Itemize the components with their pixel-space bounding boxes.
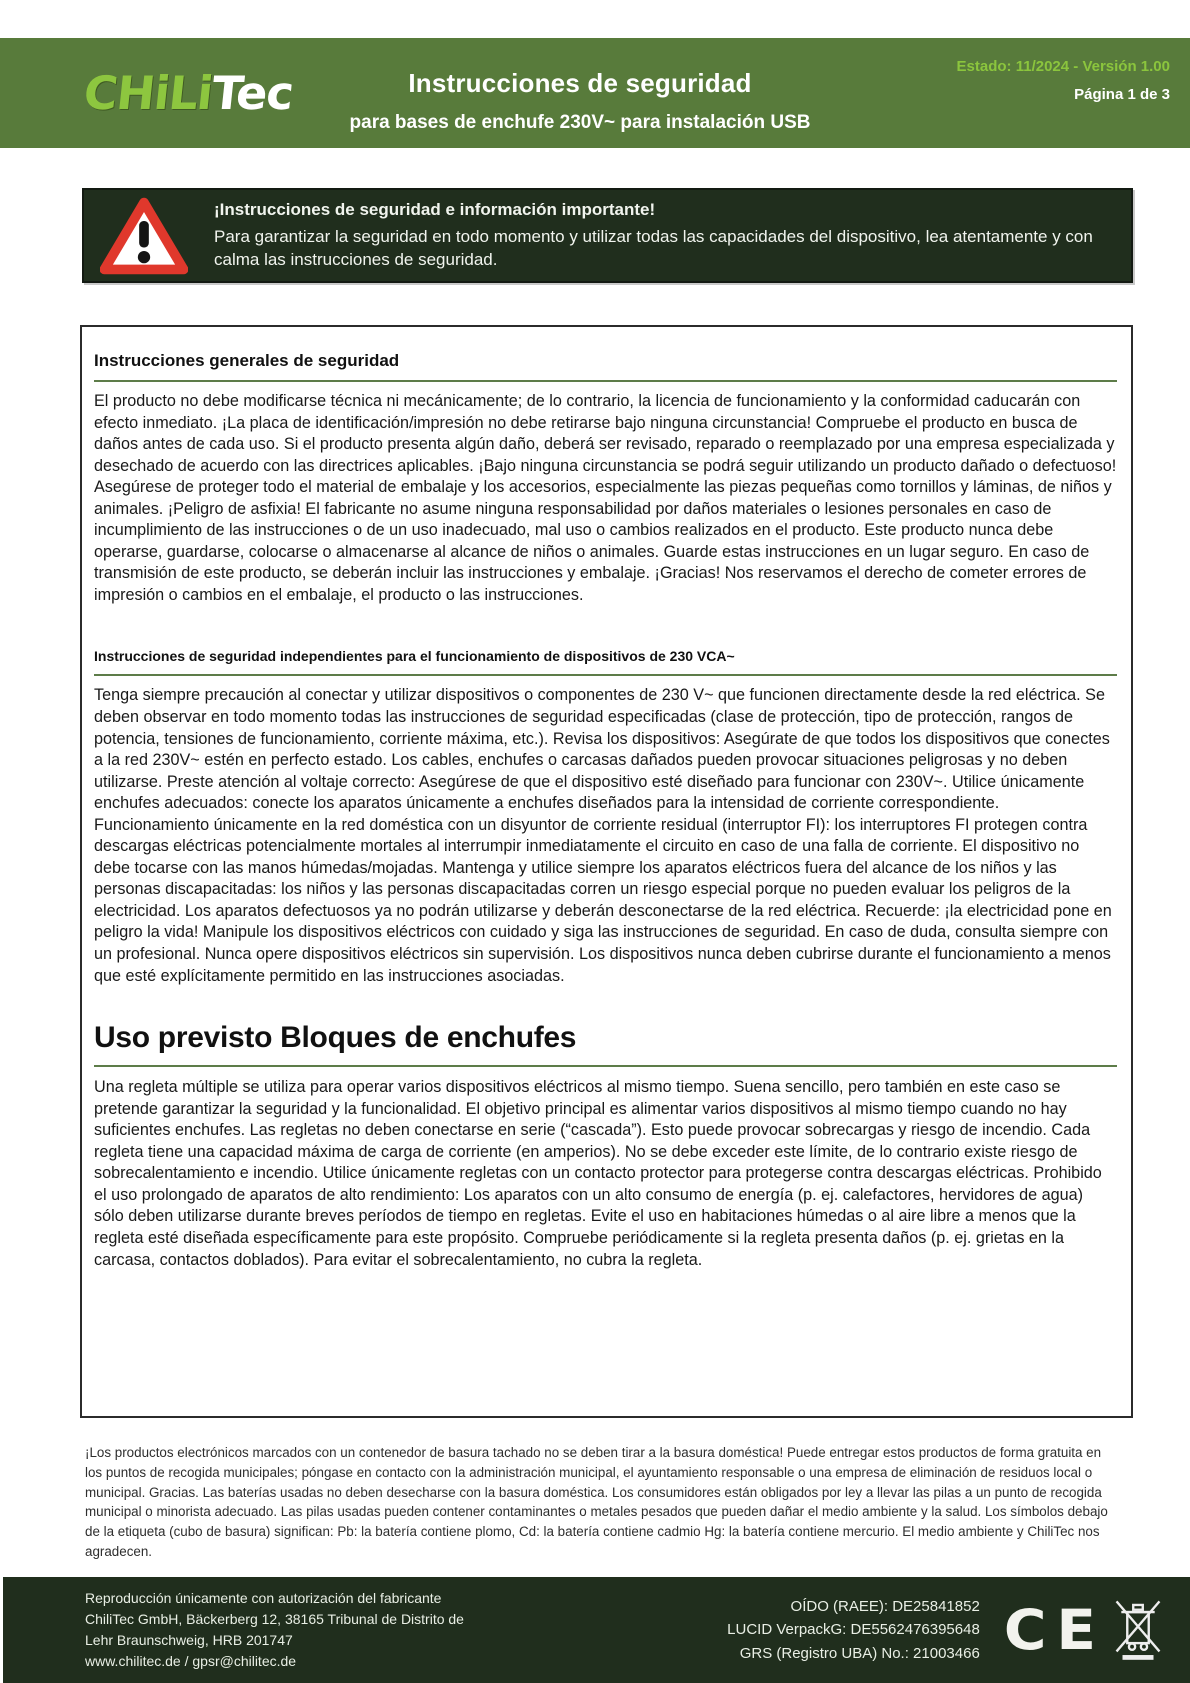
logo-part-tec: Tec	[209, 66, 296, 120]
content-panel	[80, 325, 1133, 1418]
fine-print: ¡Los productos electrónicos marcados con un contenedor de basura tachado no se deben tirar a la basura doméstica! Puede entregar estos productos de forma gratuita en los puntos de recogida municipales; póngase en contacto con la administración municipal, el ayuntamiento responsable o una empresa de eliminación de residuos local o municipal. Gracias. Las baterías usadas no deben desecharse con la basura doméstica. Los consumidores están obligados por ley a llevar las pilas a un punto de recogida municipal o minorista adecuado. Las pilas usadas pueden contener contaminantes o metales pesados que pueden dañar el medio ambiente y la salud. Los símbolos debajo de la etiqueta (cubo de basura) significan: Pb: la batería contiene plomo, Cd: la batería contiene cadmio Hg: la batería contiene mercurio. El medio ambiente y ChiliTec nos agradecen.	[85, 1445, 1108, 1560]
footer-address	[85, 1588, 727, 1672]
footer-registration-line: GRS (Registro UBA) No.: 21003466	[739, 1644, 980, 1662]
version-status: Estado: 11/2024 - Versión 1.00	[956, 58, 1170, 75]
weee-bin-icon	[1114, 1599, 1162, 1661]
section-body-230vca: Tenga siempre precaución al conectar y utilizar dispositivos o componentes de 230 V~ que funcionen directamente desde la red eléctrica. Se deben observar en todo momento todas las instrucciones de seguridad especificadas (clase de protección, tipo de protección, rangos de potencia, tensiones de funcionamiento, corriente máxima, etc.). Revisa los dispositivos: Asegúrate de que todos los dispositivos que conectes a la red 230V~ estén en perfecto estado. Los cables, enchufes o carcasas dañados pueden provocar situaciones peligrosas y no deben utilizarse. Preste atención al voltaje correcto: Asegúrese de que el dispositivo esté diseñado para funcionar con 230V~. Utilice únicamente enchufes adecuados: conecte los aparatos únicamente a enchufes diseñados para la intensidad de corriente correspondiente. Funcionamiento únicamente en la red doméstica con un disyuntor de corriente residual (interruptor FI): los interruptores FI protegen contra descargas eléctricas potencialmente mortales al interrumpir inmediatamente el circuito en caso de una falla de corriente. El dispositivo no debe tocarse con las manos húmedas/mojadas. Mantenga y utilice siempre los aparatos eléctricos fuera del alcance de los niños y las personas discapacitadas: los niños y las personas discapacitadas corren un riesgo especial porque no pueden evaluar los peligros de la electricidad. Los aparatos defectuosos ya no podrán utilizarse y deberán desconectarse de la red eléctrica. Recuerde: ¡la electricidad pone en peligro la vida! Manipule los dispositivos eléctricos con cuidado y siga las instrucciones de seguridad. En caso de duda, consulta siempre con un profesional. Nunca opere dispositivos eléctricos sin supervisión. Los dispositivos nunca deben cubrirse durante el funcionamiento a menos que esté explícitamente permitido en las instrucciones asociadas.	[94, 686, 1112, 985]
footer-website-line: www.chilitec.de / gpsr@chilitec.de	[85, 1653, 297, 1669]
section-heading-general: Instrucciones generales de seguridad	[94, 351, 1117, 382]
header-title-block	[300, 38, 860, 148]
header-meta-block	[860, 38, 1190, 148]
warning-triangle-icon	[100, 196, 188, 276]
warning-text: Para garantizar la seguridad en todo momento y utilizar todas las capacidades del dispositivo, lea atentamente y con calma las instrucciones de seguridad.	[214, 227, 1093, 269]
page-subtitle: para bases de enchufe 230V~ para instalación USB	[349, 112, 811, 133]
footer-address-line: Lehr Braunschweig, HRB 201747	[85, 1632, 293, 1648]
page-indicator: Página 1 de 3	[1074, 86, 1170, 103]
section-heading-uso-previsto: Uso previsto Bloques de enchufes	[94, 1021, 1117, 1067]
page-title: Instrucciones de seguridad	[408, 68, 752, 98]
warning-banner	[82, 188, 1133, 283]
footer-bar	[3, 1577, 1190, 1683]
footer-registration	[727, 1595, 980, 1665]
chilitec-logo	[81, 66, 296, 120]
footer-registration-line: LUCID VerpackG: DE5562476395648	[727, 1621, 980, 1639]
footer-registration-line: OÍDO (RAEE): DE25841852	[790, 1598, 980, 1616]
ce-mark-icon: CE	[1003, 1597, 1106, 1663]
header-bar	[0, 38, 1190, 148]
warning-title: ¡Instrucciones de seguridad e información importante!	[214, 200, 656, 220]
warning-text-block	[214, 200, 1114, 270]
section-body-general: El producto no debe modificarse técnica ni mecánicamente; de lo contrario, la licencia de funcionamiento y la conformidad caducarán con efecto inmediato. ¡La placa de identificación/impresión no debe retirarse bajo ninguna circunstancia! Compruebe el producto en busca de daños antes de cada uso. Si el producto presenta algún daño, deberá ser revisado, reparado o reemplazado por una empresa especializada y desechado de acuerdo con las directrices aplicables. ¡Bajo ninguna circunstancia se podrá seguir utilizando un producto dañado o defectuoso! Asegúrese de proteger todo el material de embalaje y los accesorios, especialmente las piezas pequeñas como tornillos y láminas, de niños y animales. ¡Peligro de asfixia! El fabricante no asume ninguna responsabilidad por daños materiales o lesiones personales en caso de incumplimiento de las instrucciones o de un uso inadecuado, mal uso o cambios realizados en el producto. Este producto nunca debe operarse, guardarse, colocarse o almacenarse al alcance de niños o animales. Guarde estas instrucciones en un lugar seguro. En caso de transmisión de este producto, se deberán incluir las instrucciones y embalaje. ¡Gracias! Nos reservamos el derecho de cometer errores de impresión o cambios en el embalaje, el producto o las instrucciones.	[94, 392, 1117, 604]
logo-part-chili: CHiLi	[81, 66, 215, 120]
section-body-uso-previsto: Una regleta múltiple se utiliza para operar varios dispositivos eléctricos al mismo tiempo. Suena sencillo, pero también en este caso se pretende garantizar la seguridad y la funcionalidad. El objetivo principal es alimentar varios dispositivos al mismo tiempo cuando no hay suficientes enchufes. Las regletas no deben conectarse en serie (“cascada”). Esto puede provocar sobrecargas y riesgo de incendio. Cada regleta tiene una capacidad máxima de carga de corriente (en amperios). No se debe exceder este límite, de lo contrario existe riesgo de sobrecalentamiento e incendio. Utilice únicamente regletas con un contacto protector para protegerse contra descargas eléctricas. Prohibido el uso prolongado de aparatos de alto rendimiento: Los aparatos con un alto consumo de energía (p. ej. calefactores, hervidores de agua) sólo deben utilizarse durante breves períodos de tiempo en regletas. Evite el uso en habitaciones húmedas o al aire libre a menos que la regleta esté diseñada específicamente para este propósito. Compruebe periódicamente si la regleta presenta daños (p. ej. grietas en la carcasa, contactos doblados). Para evitar el sobrecalentamiento, no cubra la regleta.	[94, 1078, 1102, 1269]
section-heading-230vca: Instrucciones de seguridad independientes para el funcionamiento de dispositivos de 230 VCA~	[94, 648, 1117, 676]
footer-address-line: ChiliTec GmbH, Bäckerberg 12, 38165 Tribunal de Distrito de	[85, 1611, 464, 1627]
footer-address-line: Reproducción únicamente con autorización del fabricante	[85, 1590, 442, 1606]
brand-logo	[0, 38, 300, 148]
